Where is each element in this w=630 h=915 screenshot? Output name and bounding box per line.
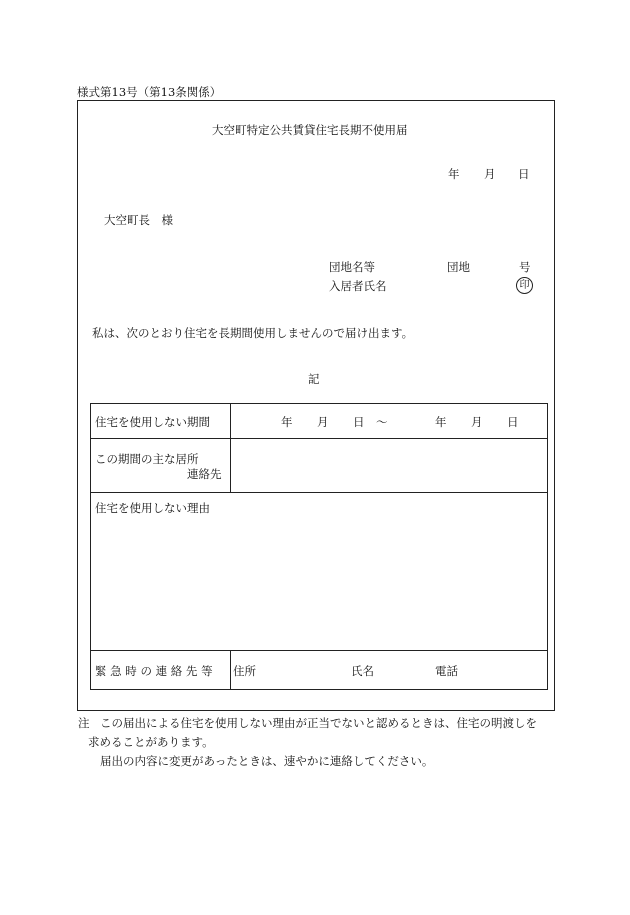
period-from-day: 日 bbox=[353, 415, 365, 429]
addressee: 大空町長 様 bbox=[104, 213, 173, 227]
seal-mark: 印 bbox=[516, 277, 533, 294]
details-table bbox=[90, 403, 548, 690]
note-mark: 注 bbox=[78, 716, 90, 730]
ki-heading: 記 bbox=[308, 372, 320, 386]
complex-suffix: 団地 bbox=[447, 260, 470, 274]
period-to-day: 日 bbox=[507, 415, 519, 429]
date-year: 年 bbox=[448, 167, 460, 181]
address-label: 住所 bbox=[233, 664, 256, 678]
date-month: 月 bbox=[484, 167, 496, 181]
phone-label: 電話 bbox=[435, 664, 458, 678]
form-title: 大空町特定公共賃貸住宅長期不使用届 bbox=[212, 123, 408, 137]
complex-label: 団地名等 bbox=[329, 260, 375, 274]
statement-text: 私は、次のとおり住宅を長期間使用しませんので届け出ます。 bbox=[92, 326, 414, 340]
table-column-divider bbox=[230, 404, 231, 492]
table-row-divider bbox=[91, 650, 547, 651]
period-tilde: ～ bbox=[376, 415, 388, 429]
name-label: 氏名 bbox=[351, 664, 374, 678]
form-number: 様式第13号（第13条関係） bbox=[77, 85, 222, 99]
note-line-3: 届出の内容に変更があったときは、速やかに連絡してください。 bbox=[100, 754, 434, 768]
period-to-year: 年 bbox=[435, 415, 447, 429]
period-from-year: 年 bbox=[281, 415, 293, 429]
table-row-divider bbox=[91, 438, 547, 439]
date-day: 日 bbox=[518, 167, 530, 181]
period-to-month: 月 bbox=[471, 415, 483, 429]
contact-label: 連絡先 bbox=[187, 467, 222, 481]
period-label: 住宅を使用しない期間 bbox=[95, 415, 210, 429]
period-from-month: 月 bbox=[317, 415, 329, 429]
table-column-divider bbox=[230, 650, 231, 689]
resident-name-label: 入居者氏名 bbox=[329, 279, 387, 293]
residence-label: この期間の主な居所 bbox=[95, 452, 199, 466]
number-suffix: 号 bbox=[519, 260, 531, 274]
table-row-divider bbox=[91, 492, 547, 493]
note-line-2: 求めることがあります。 bbox=[88, 735, 214, 749]
seal-icon bbox=[516, 277, 533, 294]
emergency-contact-label: 緊 急 時 の 連 絡 先 等 bbox=[95, 664, 213, 678]
reason-label: 住宅を使用しない理由 bbox=[95, 501, 210, 515]
note-line-1: この届出による住宅を使用しない理由が正当でないと認めるときは、住宅の明渡しを bbox=[100, 716, 537, 730]
